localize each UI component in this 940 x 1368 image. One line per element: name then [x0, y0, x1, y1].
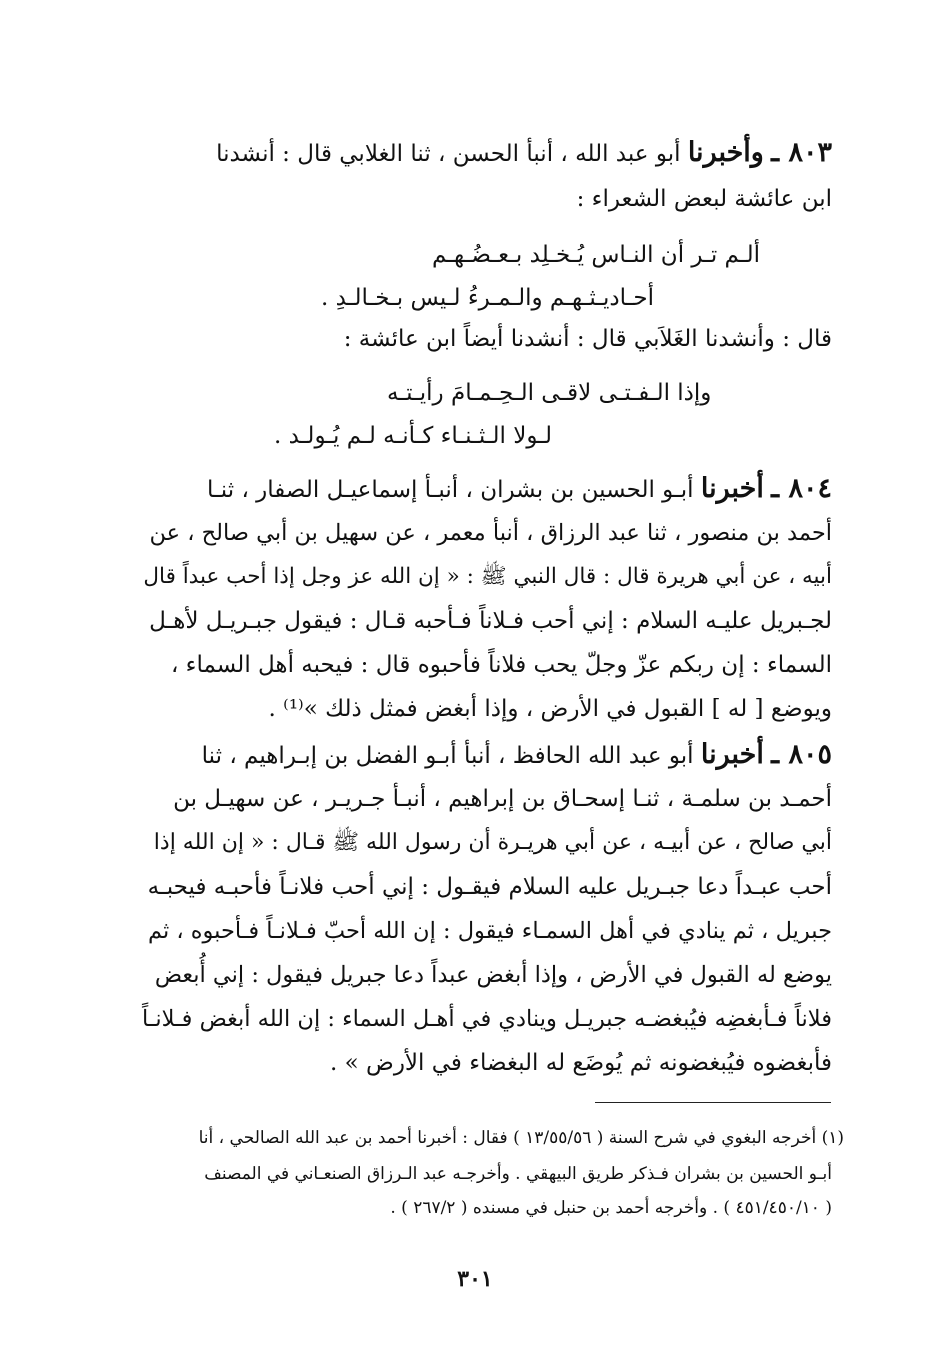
entry-805-line-5: جبريل ، ثم ينادي في أهل السمـاء فيقول : إن الله أحبّ فـلانـاً فـأحبوه ، ثم — [147, 918, 832, 944]
poem-1-verse-1: ألـم تـر أن النـاس يُـخـلِد بـعـضُـهـم — [432, 242, 760, 268]
entry-804-line-3: أبيه ، عن أبي هريرة قال : قال النبي ﷺ : « إن الله عز وجل إذا أحب عبداً قال — [143, 564, 832, 589]
entry-805-text: أبو عبد الله الحافظ ، أنبأ أبـو الفضل بن إبـراهيم ، ثنا — [201, 743, 694, 769]
entry-803-line-2: ابن عائشة لبعض الشعراء : — [576, 186, 832, 212]
poem-2-verse-1: وإذا الـفـتـى لاقـى الـحِـمـامَ رأيـتـه — [387, 380, 712, 406]
footnote-line-1: (١) أخرجه البغوي في شرح السنة ( ١٣/٥٥/٥٦ ) فقال : أخبرنا أحمد بن عبد الله الصالحي ، أنا — [198, 1128, 844, 1148]
entry-805-line-2: أحمـد بن سلمـة ، ثنـا إسحـاق بن إبراهيم ، أنبـأ جـريـر ، عن سهيـل بن — [173, 786, 832, 812]
entry-803-line-1 — [142, 138, 832, 169]
footnote-line-2: أبـو الحسين بن بشران فـذكر طريق البيهقي . وأخرجـه عبد الـرزاق الصنعـاني في المصنف — [204, 1164, 832, 1184]
entry-804-line-1 — [142, 474, 832, 505]
footnote-divider — [595, 1102, 831, 1103]
entry-805-line-7: فلاناً فـأبغضِه فيُبغضـه جبريـل وينادي في أهـل السماء : إن الله أبغض فـلانـاً — [141, 1006, 832, 1032]
entry-804-line-4: لجـبريل عليـه السلام : إني أحب فـلاناً فـأحبه قـال : فيقول جبـريـل لأهـل — [149, 608, 832, 634]
entry-805-number: ٨٠٥ ـ — [771, 739, 832, 770]
poem-2-verse-2: لـولا الـثـنـاء كـأنـه لـم يُـولـد . — [274, 423, 552, 449]
main-text — [142, 0, 832, 1100]
entry-803-keyword: وأخبرنا — [687, 137, 764, 168]
entry-804-keyword: أخبرنا — [700, 473, 764, 504]
entry-805-keyword: أخبرنا — [700, 739, 764, 770]
page-number: ٣٠١ — [457, 1266, 493, 1292]
entry-805-line-4: أحب عبـداً دعا جبـريل عليه السلام فيقـول : إني أحب فلانـاً فأحبـه فيحبـه — [147, 874, 832, 900]
entry-805-line-6: يوضع له القبول في الأرض ، وإذا أبغض عبداً دعا جبريل فيقول : إني أُبعض — [154, 962, 832, 988]
entry-805-line-8: فأبغضوه فيُبغضونه ثم يُوضَع له البغضاء في الأرض » . — [330, 1050, 832, 1076]
entry-804-number: ٨٠٤ ـ — [771, 473, 832, 504]
entry-803-number: ٨٠٣ ـ — [771, 137, 832, 168]
footnote-line-3: ( ٤٥١/٤٥٠/١٠ ) . وأخرجه أحمد بن حنبل في مسنده ( ٢٦٧/٢ ) . — [390, 1198, 832, 1218]
entry-804-line-6: ويوضع [ له ] القبول في الأرض ، وإذا أبغض فمثل ذلك »⁽¹⁾ . — [268, 696, 832, 722]
entry-804-line-2: أحمد بن منصور ، ثنا عبد الرزاق ، أنبأ معمر ، عن سهيل بن أبي صالح ، عن — [149, 520, 832, 546]
entry-805-line-3: أبي صالح ، عن أبيـه ، عن أبي هريـرة أن رسول الله ﷺ قـال : « إن الله إذا — [153, 830, 832, 855]
entry-804-line-5: السماء : إن ربكم عزّ وجلّ يحب فلاناً فأحبوه قال : فيحبه أهل السماء ، — [170, 652, 832, 678]
poem-1-verse-2: أحـاديـثـهـم والـمـرءُ لـيس بـخـالـدِ . — [321, 285, 654, 311]
entry-804-text: أبـو الحسين بن بشران ، أنبـأ إسماعيـل الصفار ، ثنـا — [207, 477, 694, 503]
entry-803-text: أبو عبد الله ، أنبأ الحسن ، ثنا الغلابي قال : أنشدنا — [216, 141, 681, 167]
quote-intro-line: قال : وأنشدنا الغَلاَبي قال : أنشدنا أيضاً ابن عائشة : — [343, 326, 832, 352]
entry-805-line-1 — [142, 740, 832, 771]
